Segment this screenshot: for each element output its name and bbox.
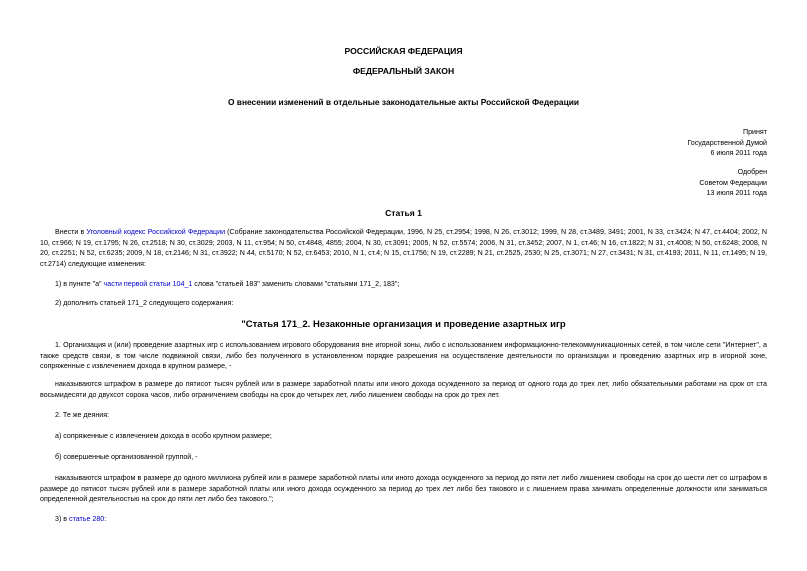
intro-text-post: (Собрание законодательства Российской Федерации, 1996, N 25, ст.2954; 1998, N 26, ст.3012; 1999, N 28, ст.3489, 3491; 2001, N 33, ст.3424; N 47, ст.4404; 2002, N 10, ст.966; N 19, ст.1795; N 26, ст.2518; N 30, ст.3029; 2003, N 11, ст.954; N 50, ст.4848, 4855; 2004, N 30, ст.3091; 2005, N 52, ст.5574; 2006, N 31, ст.3452; 2007, N 1, ст.46; N 16, ст.1822; N 31, ст.4008; N 50, ст.6248; 2008, N 20, ст.2251; N 52, ст.6235; 2009, N 18, ст.2146; N 31, ст.3922; N 44, ст.5170; N 52, ст.6453; 2010, N 1, ст.4; N 15, ст.1756; N 19, ст.2289; N 21, ст.2525, 2530; N 25, ст.3071; N 27, ст.3431; N 31, ст.4193; 2011, N 11, ст.1495; N 19, ст.2714) следующие изменения: <box>40 228 767 268</box>
article-280-link[interactable]: статье 280 <box>69 515 105 523</box>
article-1-heading: Статья 1 <box>385 208 422 218</box>
adoption-line-3: 6 июля 2011 года <box>710 149 767 157</box>
approval-line-1: Одобрен <box>737 168 767 176</box>
approval-line-2: Советом Федерации <box>699 178 767 187</box>
article-1-intro <box>40 227 767 269</box>
criminal-code-link[interactable]: Уголовный кодекс Российской Федерации <box>86 228 226 236</box>
item-3-pre: 3) в <box>55 515 70 523</box>
article-171-penalty-1: наказываются штрафом в размере до пятисот тысяч рублей или в размере заработной платы или иного дохода осужденного за период от одного года до трех лет, либо обязательными работами на срок от ста восьмидесяти до двухсот сорока часов, либо ограничением свободы на срок до четырех лет, либо лишением свободы на срок до трех лет. <box>40 380 767 399</box>
article-171-part-2: 2. Те же деяния: <box>55 411 110 419</box>
item-1-pre: 1) в пункте "а" <box>55 280 104 288</box>
adoption-block <box>567 127 767 159</box>
article-171-part-2-a: а) сопряженные с извлечением дохода в особо крупном размере; <box>55 432 272 440</box>
item-3-post: : <box>104 515 107 523</box>
approval-block <box>567 167 767 199</box>
article-171-part-2-b: б) совершенные организованной группой, - <box>55 453 198 461</box>
item-3 <box>55 514 106 525</box>
law-type-heading: ФЕДЕРАЛЬНЫЙ ЗАКОН <box>352 66 455 76</box>
law-title: О внесении изменений в отдельные законодательные акты Российской Федерации <box>227 97 580 107</box>
country-heading: РОССИЙСКАЯ ФЕДЕРАЦИЯ <box>344 46 463 56</box>
adoption-line-2: Государственной Думой <box>687 138 767 147</box>
article-171-part-1: 1. Организация и (или) проведение азартных игр с использованием игрового оборудования вне игорной зоны, либо с использованием информационно-телекоммуникационных сетей, в том числе сети "Интернет", а также средств связи, в том числе подвижной связи, либо без полученного в установленном порядке разрешения на осуществление деятельности по организации и проведению азартных игр в игорной зоне, сопряженные с извлечением дохода в крупном размере, - <box>40 341 767 370</box>
item-2: 2) дополнить статьей 171_2 следующего содержания: <box>55 299 234 307</box>
approval-line-3: 13 июля 2011 года <box>706 189 767 197</box>
item-1 <box>55 279 399 290</box>
article-171-penalty-2: наказываются штрафом в размере до одного миллиона рублей или в размере заработной платы или иного дохода осужденного за период до пяти лет либо лишением свободы на срок до шести лет со штрафом в размере до пятисот тысяч рублей или в размере заработной платы или иного дохода осужденного за период до трех лет либо без такового и с лишением права занимать определенные должности или заниматься определенной деятельностью на срок до пяти лет либо без такового."; <box>40 474 767 503</box>
intro-text-pre: Внести в <box>55 228 87 236</box>
adoption-line-1: Принят <box>742 128 767 136</box>
article-104-link[interactable]: части первой статьи 104_1 <box>103 280 193 288</box>
item-1-post: слова "статьей 183" заменить словами "статьями 171_2, 183"; <box>192 280 400 288</box>
article-171-heading: "Статья 171_2. Незаконные организация и проведение азартных игр <box>241 319 566 330</box>
